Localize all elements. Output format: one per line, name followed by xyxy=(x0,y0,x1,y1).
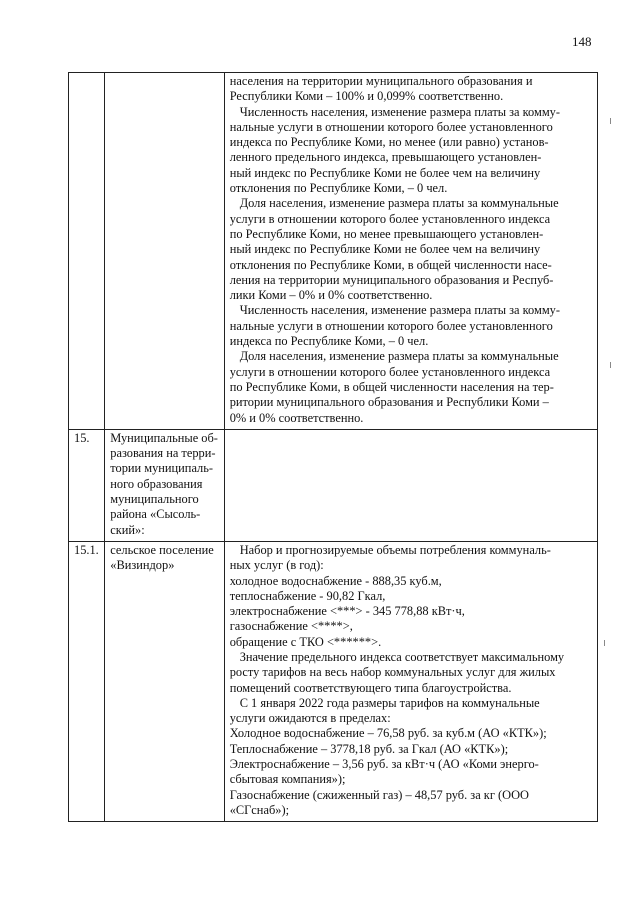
description-line: С 1 января 2022 года размеры тарифов на коммунальные xyxy=(239,695,540,710)
description-line: Численность населения, изменение размера платы за комму- xyxy=(239,104,561,119)
row-name-cell xyxy=(105,541,224,821)
name-line: Муниципальные об- xyxy=(110,430,218,445)
row-description-cell xyxy=(224,429,597,541)
document-table xyxy=(68,72,598,822)
description-line: ных услуг (в год): xyxy=(229,558,324,573)
description-line: нальные услуги в отношении которого более установленного xyxy=(229,318,553,333)
description-line: росту тарифов на весь набор коммунальных услуг для жилых xyxy=(229,665,556,680)
description-line: лики Коми – 0% и 0% соответственно. xyxy=(229,288,433,303)
name-line: сельское поселение xyxy=(110,542,214,557)
row-number: 15. xyxy=(74,430,90,445)
description-line: Теплоснабжение – 3778,18 руб. за Гкал (АО «КТК»); xyxy=(229,741,509,756)
description-line: услуги в отношении которого более установленного индекса xyxy=(229,364,551,379)
description-line: Значение предельного индекса соответствует максимальному xyxy=(239,649,565,664)
page-number: 148 xyxy=(572,34,592,49)
description-line: теплоснабжение - 90,82 Гкал, xyxy=(229,588,386,603)
row-number: 15.1. xyxy=(74,542,99,557)
row-number-cell xyxy=(69,73,105,430)
description-line: помещений соответствующего типа благоустройства. xyxy=(229,680,512,695)
name-line: района «Сысоль- xyxy=(110,507,201,522)
row-description-cell xyxy=(224,73,597,430)
description-line: Доля населения, изменение размера платы за коммунальные xyxy=(239,349,559,364)
name-line: тории муниципаль- xyxy=(110,461,214,476)
description-line: Численность населения, изменение размера платы за комму- xyxy=(239,303,561,318)
description-line: по Республике Коми, в общей численности населения на тер- xyxy=(229,379,554,394)
description-line: ритории муниципального образования и Республики Коми – xyxy=(229,395,549,410)
description-line: услуги в отношении которого более установленного индекса xyxy=(229,211,551,226)
description-line: Республики Коми – 100% и 0,099% соответственно. xyxy=(229,89,504,104)
name-line: ский»: xyxy=(110,522,145,537)
description-line: ный индекс по Республике Коми не более чем на величину xyxy=(229,242,541,257)
description-line: по Республике Коми, но менее превышающего установлен- xyxy=(229,226,544,241)
description-line: Набор и прогнозируемые объемы потребления коммуналь- xyxy=(239,542,551,557)
table-row-15 xyxy=(69,429,598,541)
description-line: сбытовая компания»); xyxy=(229,772,346,787)
row-name-cell xyxy=(105,429,224,541)
row-number-cell xyxy=(69,429,105,541)
description-line: населения на территории муниципального образования и xyxy=(229,74,533,88)
name-line: ного образования xyxy=(110,476,203,491)
description-line: Доля населения, изменение размера платы за коммунальные xyxy=(239,196,559,211)
description-line: индекса по Республике Коми, но менее (или равно) установ- xyxy=(229,135,549,150)
description-line: индекса по Республике Коми, – 0 чел. xyxy=(229,334,429,349)
description-line: ленного предельного индекса, превышающего установлен- xyxy=(229,150,542,165)
description-line: электроснабжение <***> - 345 778,88 кВт·ч, xyxy=(229,604,465,619)
description-line: отклонения по Республике Коми, в общей численности насе- xyxy=(229,257,552,272)
name-line: муниципального xyxy=(110,492,199,507)
description-line: ления на территории муниципального образования и Респуб- xyxy=(229,272,554,287)
description-line: услуги ожидаются в пределах: xyxy=(229,711,391,726)
description-line: Холодное водоснабжение – 76,58 руб. за куб.м (АО «КТК»); xyxy=(229,726,547,741)
description-block xyxy=(230,74,592,426)
scan-mark xyxy=(610,118,611,124)
description-line: 0% и 0% соответственно. xyxy=(229,410,364,425)
row-number-cell xyxy=(69,541,105,821)
description-line: ный индекс по Республике Коми не более чем на величину xyxy=(229,165,541,180)
name-line: «Визиндор» xyxy=(110,558,175,573)
description-line: Электроснабжение – 3,56 руб. за кВт·ч (АО «Коми энерго- xyxy=(229,757,539,772)
row-description-cell xyxy=(224,541,597,821)
name-line: разования на терри- xyxy=(110,446,216,461)
row-name-cell xyxy=(105,73,224,430)
description-line: нальные услуги в отношении которого более установленного xyxy=(229,119,553,134)
description-line: «СГснаб»); xyxy=(229,802,290,817)
table-row-15-1 xyxy=(69,541,598,821)
scan-mark xyxy=(604,640,605,646)
description-line: холодное водоснабжение - 888,35 куб.м, xyxy=(229,573,442,588)
description-line: газоснабжение <****>, xyxy=(229,619,353,634)
description-line: обращение с ТКО <******>. xyxy=(229,634,382,649)
table-row-continuation xyxy=(69,73,598,430)
scan-mark xyxy=(610,362,611,368)
description-line: Газоснабжение (сжиженный газ) – 48,57 руб. за кг (ООО xyxy=(229,787,529,802)
description-line: отклонения по Республике Коми, – 0 чел. xyxy=(229,181,448,196)
